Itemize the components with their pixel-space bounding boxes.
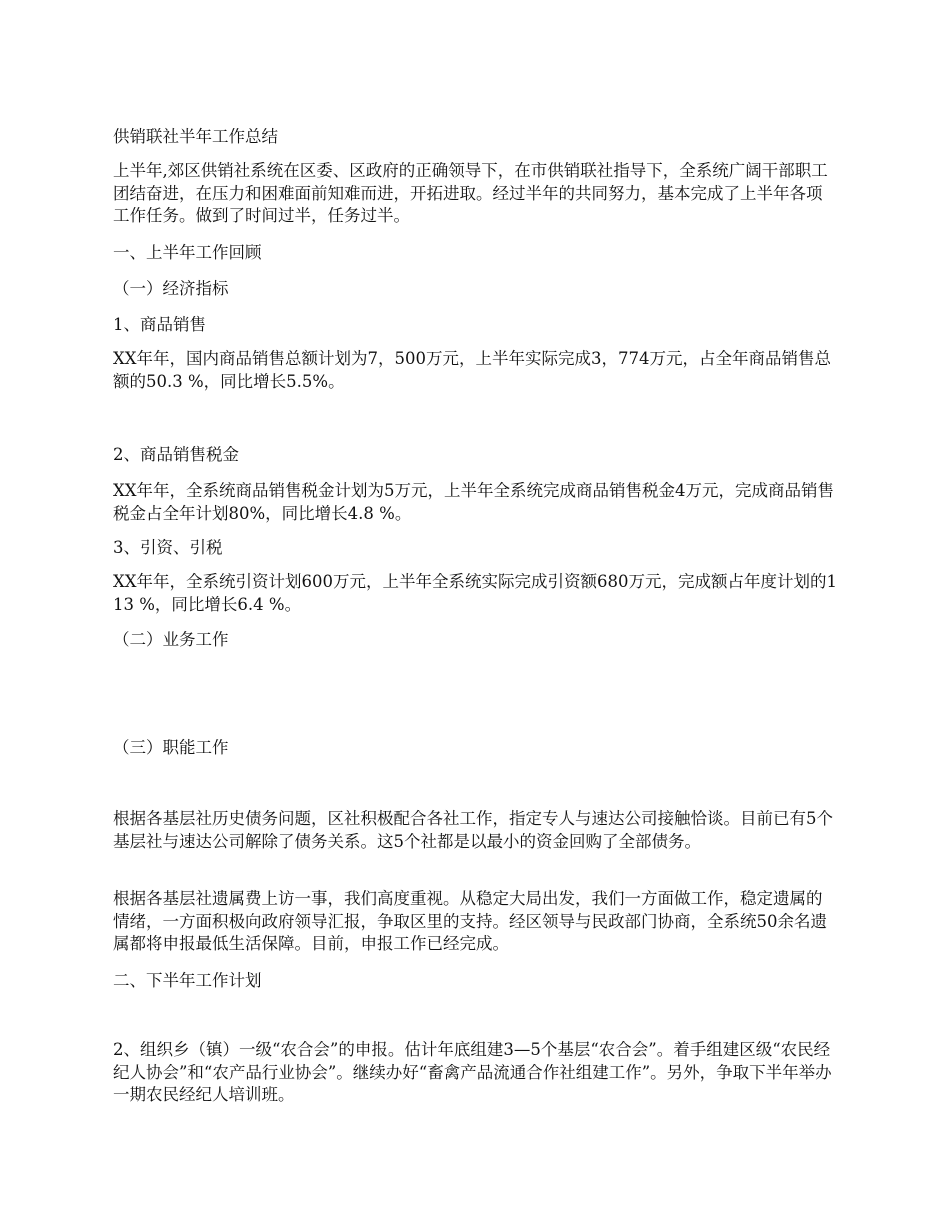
subheading-functional-work: （三）职能工作	[113, 738, 229, 757]
subheading-business-work: （二）业务工作	[113, 630, 229, 649]
functional-paragraph-survivors: 根据各基层社遗属费上访一事，我们高度重视。从稳定大局出发，我们一方面做工作，稳定遗属的情绪，一方面积极向政府领导汇报，争取区里的支持。经区领导与民政部门协商，全系统50余名遗属都将申报最低生活保障。目前，申报工作已经完成。	[113, 889, 827, 953]
functional-paragraph-debt: 根据各基层社历史债务问题，区社积极配合各社工作，指定专人与速达公司接触恰谈。目前已有5个基层社与速达公司解除了债务关系。这5个社都是以最小的资金回购了全部债务。	[113, 809, 833, 851]
item-heading-sales-tax: 2、商品销售税金	[113, 445, 239, 464]
item-text-sales-tax: XX年年，全系统商品销售税金计划为5万元，上半年全系统完成商品销售税金4万元，完成商品销售税金占全年计划80%，同比增长4.8 %。	[113, 481, 834, 523]
item-heading-investment: 3、引资、引税	[113, 538, 223, 557]
subheading-economic-indicators: （一）经济指标	[113, 279, 229, 298]
document-title: 供销联社半年工作总结	[113, 127, 278, 146]
item-heading-sales: 1、商品销售	[113, 315, 206, 334]
intro-paragraph: 上半年,郊区供销社系统在区委、区政府的正确领导下，在市供销联社指导下，全系统广阔干部职工团结奋进，在压力和困难面前知难而进，开拓进取。经过半年的共同努力，基本完成了上半年各项工作任务。做到了时间过半，任务过半。	[113, 161, 828, 225]
plan-paragraph-2: 2、组织乡（镇）一级“农合会”的申报。估计年底组建3—5个基层“农合会”。着手组建区级“农民经纪人协会”和“农产品行业协会”。继续办好“畜禽产品流通合作社组建工作”。另外，争取下半年举办一期农民经纪人培训班。	[113, 1040, 832, 1104]
section-heading-plan: 二、下半年工作计划	[113, 971, 262, 990]
item-text-investment: XX年年，全系统引资计划600万元，上半年全系统实际完成引资额680万元，完成额占年度计划的113 %，同比增长6.4 %。	[113, 572, 837, 614]
section-heading-review: 一、上半年工作回顾	[113, 243, 262, 262]
item-text-sales: XX年年，国内商品销售总额计划为7，500万元，上半年实际完成3，774万元，占全年商品销售总额的50.3 %，同比增长5.5%。	[113, 349, 831, 391]
